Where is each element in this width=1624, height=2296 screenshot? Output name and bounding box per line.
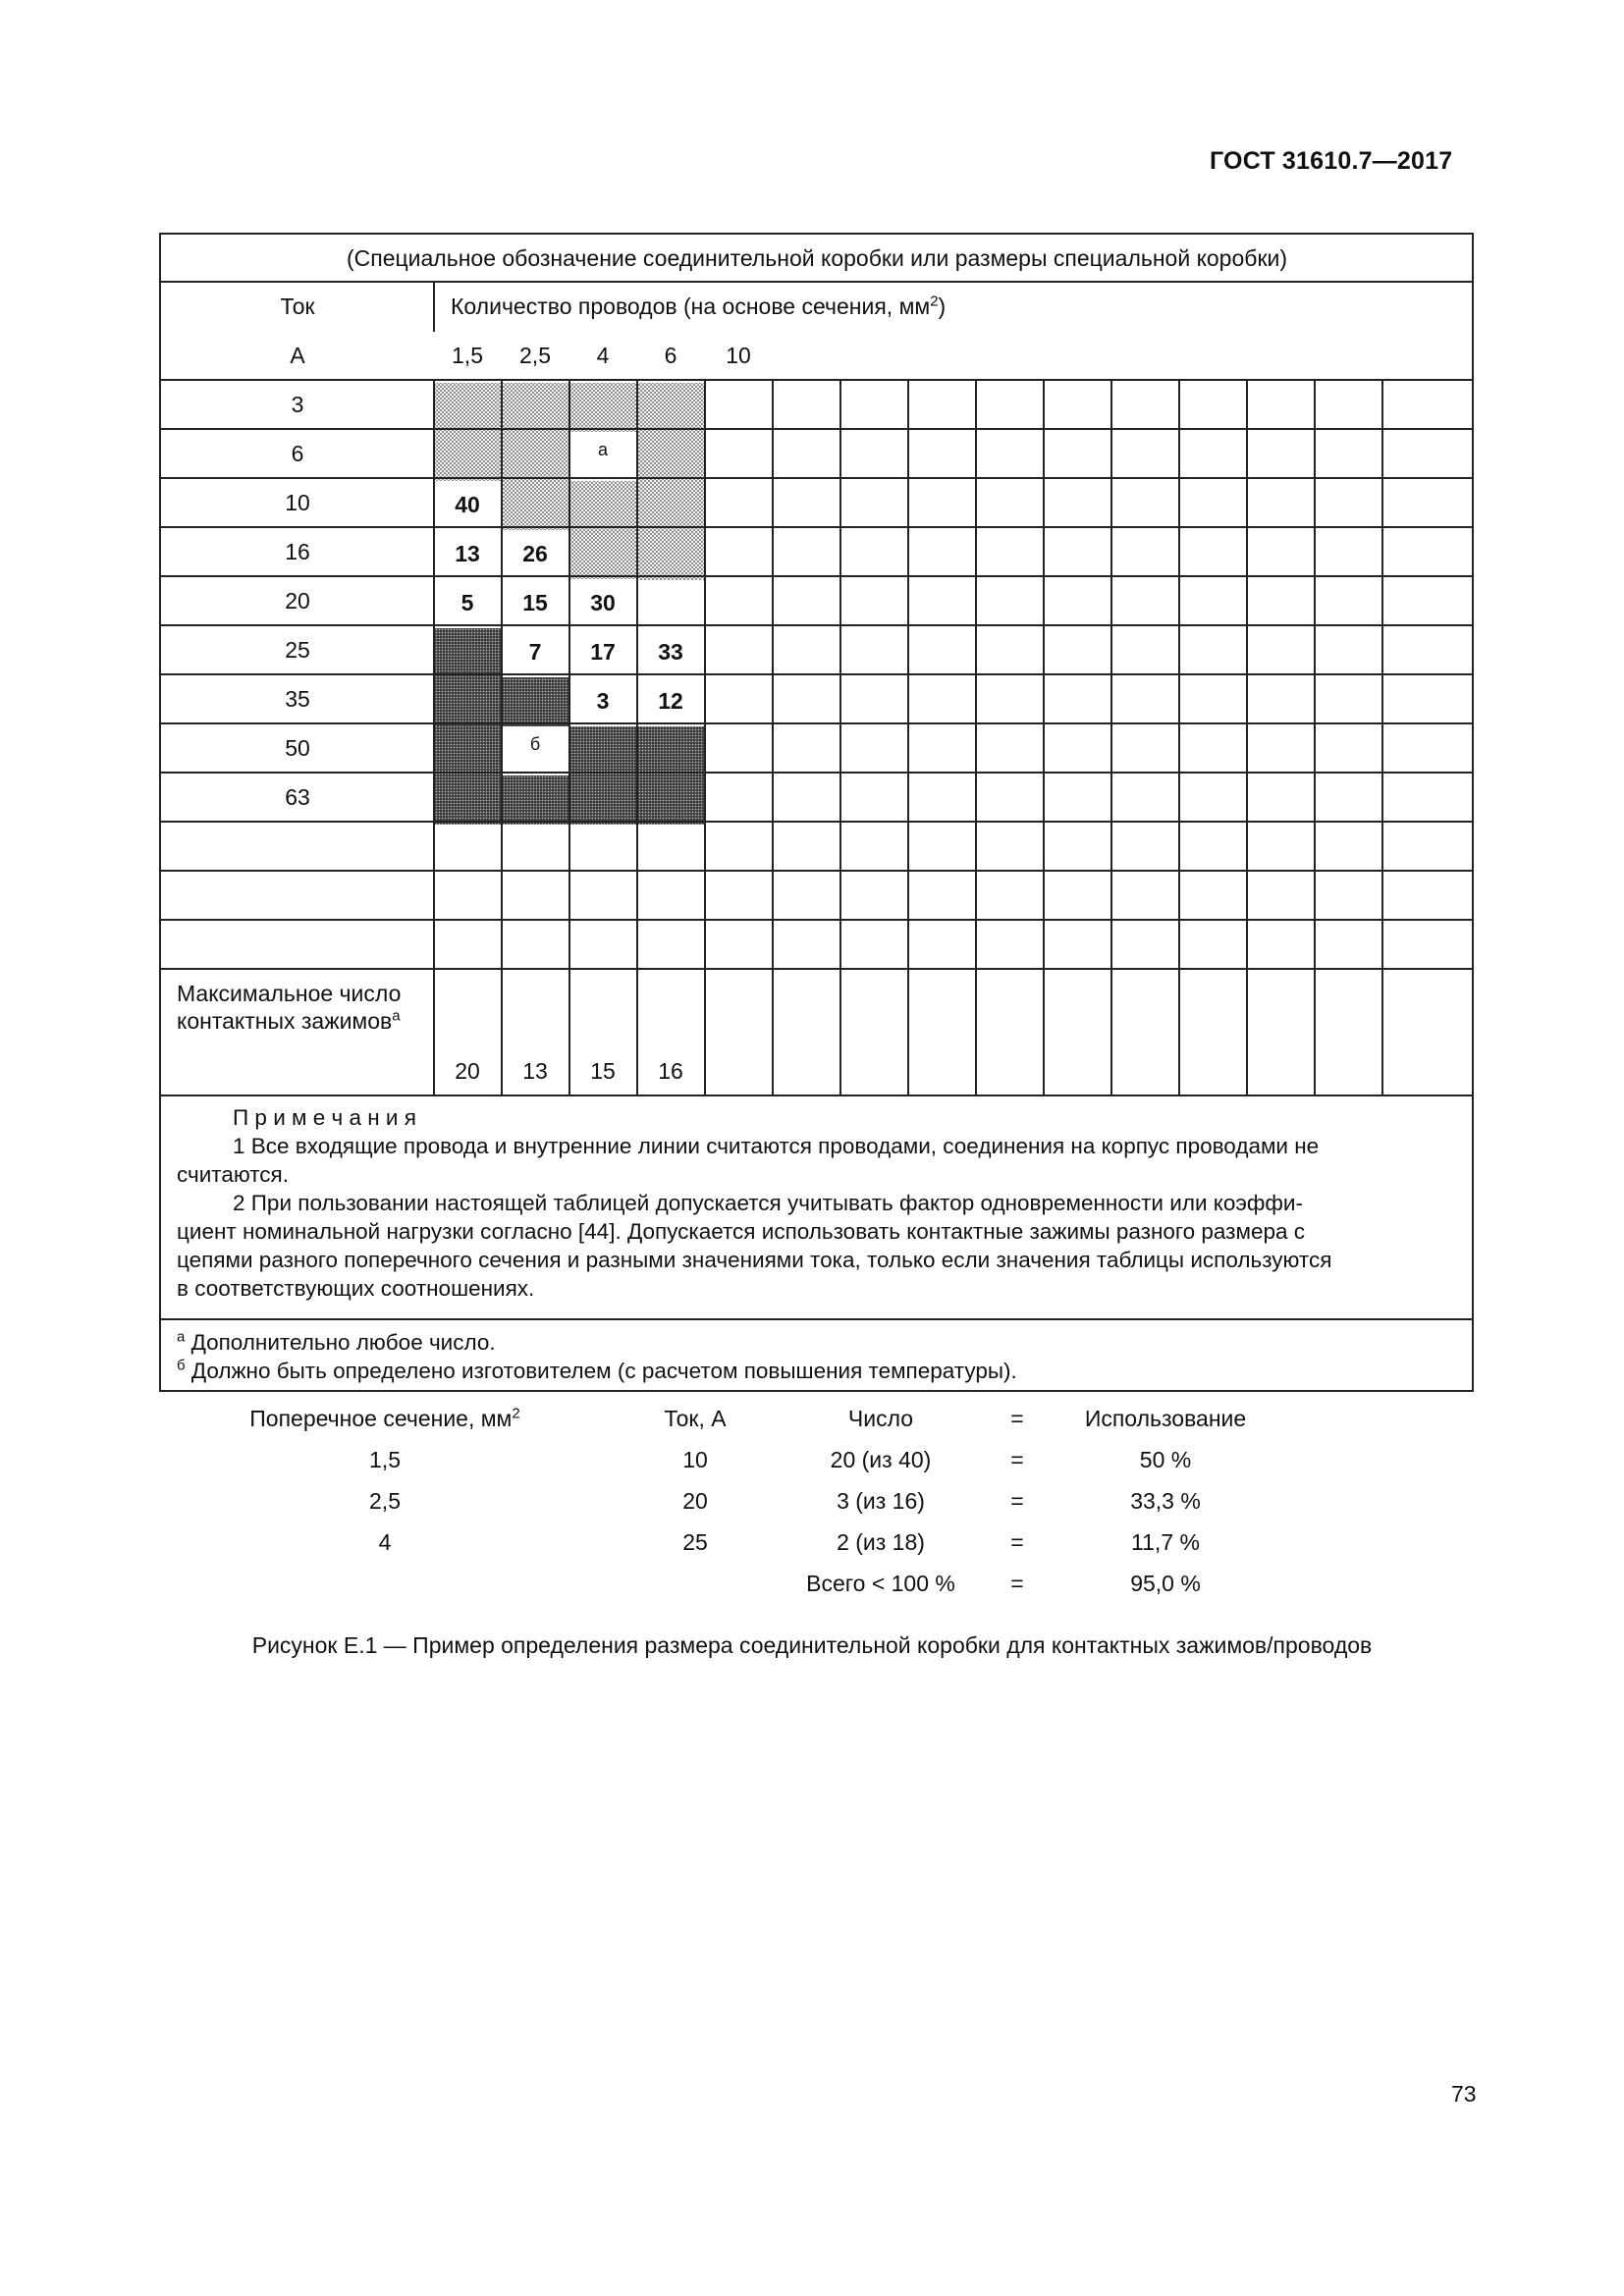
current-row-label: 16 [285, 539, 310, 564]
cell-value: 15 [522, 590, 548, 615]
summary-total-usage: 95,0 % [1130, 1571, 1201, 1596]
summary-row-eq: = [1010, 1488, 1024, 1514]
current-header: Ток [280, 294, 315, 319]
summary-row-section: 4 [378, 1529, 392, 1555]
cell-value: 12 [658, 688, 683, 714]
note-2-line-4: в соответствующих соотношениях. [177, 1276, 535, 1301]
cell-value: 3 [596, 688, 610, 714]
summary-row-count: 20 (из 40) [830, 1447, 932, 1472]
cell-value: 33 [658, 639, 683, 665]
summary-header-eq: = [1010, 1406, 1024, 1431]
note-2-line-2: циент номинальной нагрузки согласно [44]. Допускается использовать контактные зажимы разного размера с [177, 1219, 1306, 1244]
summary-row-usage: 33,3 % [1130, 1488, 1201, 1514]
cross-section-10: 10 [726, 343, 751, 368]
summary-row-count: 3 (из 16) [837, 1488, 925, 1514]
cell-value: 30 [590, 590, 616, 615]
current-row-label: 20 [285, 588, 310, 614]
page-number: 73 [1451, 2081, 1477, 2107]
max-value: 13 [522, 1058, 548, 1084]
cross-section-6: 6 [664, 343, 677, 368]
max-value: 16 [658, 1058, 683, 1084]
max-label-line2: контактных зажимов$^а$ [177, 1007, 401, 1034]
max-value: 15 [590, 1058, 616, 1084]
current-row-label: 63 [285, 784, 310, 810]
note-1-line-1: 1 Все входящие провода и внутренние линии считаются проводами, соединения на корпус проводами не [233, 1134, 1320, 1158]
cell-value: 40 [455, 492, 480, 517]
summary-total-count: Всего < 100 % [806, 1571, 955, 1596]
footnote-mark-b: б [529, 734, 541, 754]
cross-section-1-5: 1,5 [452, 343, 483, 368]
wires-header: Количество проводов (на основе сечения, $мм^2$) [451, 293, 947, 319]
document-header: ГОСТ 31610.7—2017 [1210, 147, 1453, 175]
current-unit: А [290, 343, 305, 368]
max-label-line1: Максимальное число [177, 981, 402, 1006]
summary-row-eq: = [1010, 1529, 1024, 1555]
current-row-label: 35 [285, 686, 310, 712]
table-title: (Специальное обозначение соединительной коробки или размеры специальной коробки) [346, 245, 1288, 271]
summary-header-usage: Использование [1084, 1406, 1247, 1431]
footnote-b: $^б$ Должно быть определено изготовителем (с расчетом повышения температуры). [177, 1357, 1017, 1383]
cell-value: 13 [455, 541, 480, 566]
max-value: 20 [455, 1058, 480, 1084]
summary-header-section: Поперечное сечение, $мм^2$ [249, 1405, 520, 1431]
footnote-mark-a: а [597, 440, 609, 459]
summary-row-count: 2 (из 18) [837, 1529, 925, 1555]
summary-header-count: Число [847, 1406, 914, 1431]
figure-caption: Рисунок Е.1 — Пример определения размера соединительной коробки для контактных зажимов/проводов [251, 1632, 1373, 1658]
cross-section-2-5: 2,5 [519, 343, 551, 368]
note-2-line-1: 2 При пользовании настоящей таблицей допускается учитывать фактор одновременности или коэффи- [233, 1191, 1303, 1215]
cross-section-4: 4 [596, 343, 610, 368]
note-1-line-2: считаются. [177, 1162, 289, 1187]
summary-header-current: Ток, А [664, 1406, 727, 1431]
current-row-label: 3 [291, 392, 304, 417]
summary-row-eq: = [1010, 1447, 1024, 1472]
sizing-table [159, 233, 1474, 1392]
note-2-line-3: цепями разного поперечного сечения и разными значениями тока, только если значения таблицы используются [177, 1248, 1332, 1272]
current-row-label: 25 [285, 637, 310, 663]
cell-value: 26 [522, 541, 548, 566]
current-row-label: 6 [291, 441, 304, 466]
summary-row-current: 10 [682, 1447, 708, 1472]
current-row-label: 50 [285, 735, 310, 761]
cell-value: 5 [460, 590, 474, 615]
summary-row-current: 25 [682, 1529, 708, 1555]
cell-value: 7 [528, 639, 542, 665]
summary-row-section: 2,5 [369, 1488, 401, 1514]
current-row-label: 10 [285, 490, 310, 515]
summary-row-current: 20 [682, 1488, 708, 1514]
summary-row-usage: 50 % [1139, 1447, 1192, 1472]
notes-title: П р и м е ч а н и я [233, 1105, 416, 1130]
footnote-a: $^а$ Дополнительно любое число. [177, 1328, 496, 1355]
summary-row-section: 1,5 [369, 1447, 401, 1472]
cell-value: 17 [590, 639, 616, 665]
summary-total-eq: = [1010, 1571, 1024, 1596]
summary-row-usage: 11,7 % [1131, 1529, 1200, 1555]
